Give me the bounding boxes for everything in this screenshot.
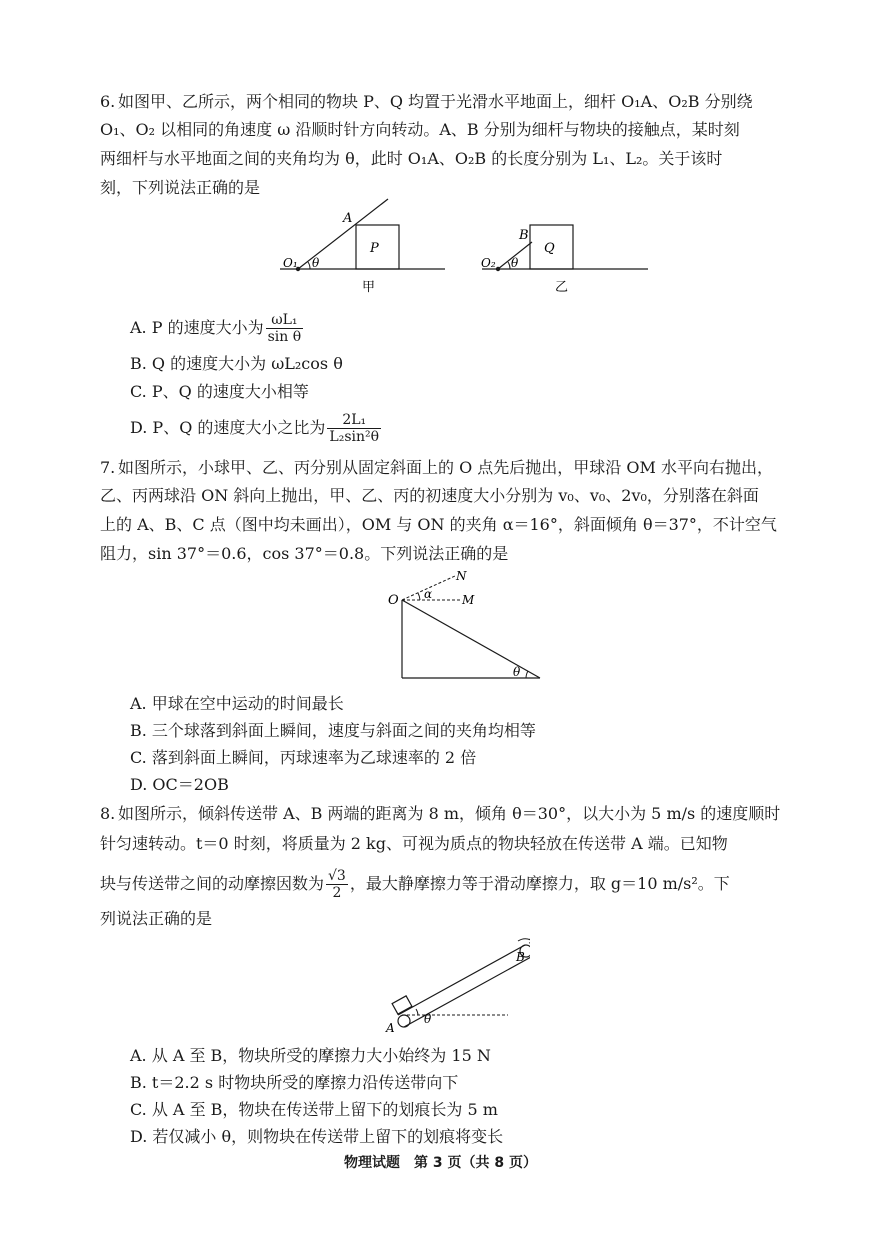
q6-figure [270,195,670,300]
q6-stem-line-2: O₁、O₂ 以相同的角速度 ω 沿顺时针方向转动。A、B 分别为细杆与物块的接触点，某时刻 [100,120,740,139]
q6-stem-line-4: 刻，下列说法正确的是 [100,178,261,197]
q7-label-N: N [456,569,467,583]
q7-label-M: M [462,593,475,607]
q6-label-O2: O₂ [481,256,496,270]
q8-option-b: B. t＝2.2 s 时物块所受的摩擦力沿传送带向下 [130,1073,459,1092]
q7-stem-line-2: 乙、丙两球沿 ON 斜向上抛出，甲、乙、丙的初速度大小分别为 v₀、v₀、2v₀，分别落在斜面 [100,486,759,505]
q8-option-a: A. 从 A 至 B，物块所受的摩擦力大小始终为 15 N [130,1046,491,1065]
q6-label-B: B [519,228,529,243]
q7-option-d: D. OC＝2OB [130,775,229,794]
q7-label-O: O [388,593,399,608]
q6-number: 6. [100,92,116,111]
q7-stem-line-3: 上的 A、B、C 点（图中均未画出），OM 与 ON 的夹角 α＝16°，斜面倾角 θ＝37°，不计空气 [100,515,777,534]
q8-stem-line-1: 如图所示，倾斜传送带 A、B 两端的距离为 8 m，倾角 θ＝30°，以大小为 5 m/s 的速度顺时 [118,804,781,823]
q8-label-B: B [516,950,525,964]
q7-figure [380,568,555,683]
q8-number: 8. [100,804,116,823]
q8-option-c: C. 从 A 至 B，物块在传送带上留下的划痕长为 5 m [130,1100,498,1119]
q7-stem-line-4: 阻力，sin 37°＝0.6，cos 37°＝0.8。下列说法正确的是 [100,544,509,563]
q7-option-a: A. 甲球在空中运动的时间最长 [130,694,344,713]
q6-option-d: D. P、Q 的速度大小之比为 $\frac{\text{2L₁}}{\text{L₂sin²θ}}$ [130,412,380,445]
q6-label-O1: O₁ [283,256,298,270]
q7-option-b: B. 三个球落到斜面上瞬间，速度与斜面之间的夹角均相等 [130,721,536,740]
q7-stem-line-1: 如图所示，小球甲、乙、丙分别从固定斜面上的 O 点先后抛出，甲球沿 OM 水平向右抛出， [118,458,773,477]
q6-caption-yi: 乙 [555,280,569,295]
q6-label-P: P [370,241,379,256]
q6-label-theta-2: θ [511,256,519,270]
q7-label-theta: θ [513,665,521,679]
q7-option-c: C. 落到斜面上瞬间，丙球速率为乙球速率的 2 倍 [130,748,477,767]
q7-number: 7. [100,458,116,477]
q6-option-a: A. P 的速度大小为 $\frac{\text{ωL₁}}{\text{sin θ}}$ [130,312,302,345]
page-footer: 物理试题 第 3 页（共 8 页） [344,1155,537,1171]
q7-label-alpha: α [424,587,433,601]
q8-option-d: D. 若仅减小 θ，则物块在传送带上留下的划痕将变长 [130,1127,504,1146]
q8-stem-line-2: 针匀速转动。t＝0 时刻，将质量为 2 kg、可视为质点的物块轻放在传送带 A 端。已知物 [100,834,728,853]
q6-label-theta-1: θ [312,256,320,270]
q6-stem-line-3: 两细杆与水平地面之间的夹角均为 θ，此时 O₁A、O₂B 的长度分别为 L₁、L₂。关于该时 [100,149,723,168]
q8-stem-line-4: 列说法正确的是 [100,909,213,928]
q6-stem-line-1: 如图甲、乙所示，两个相同的物块 P、Q 均置于光滑水平地面上，细杆 O₁A、O₂B 分别绕 [118,92,753,111]
q6-option-b: B. Q 的速度大小为 ωL₂cos θ [130,354,343,373]
q8-label-theta: θ [424,1012,432,1026]
q6-label-Q: Q [544,241,555,256]
q8-stem-line-3: 块与传送带之间的动摩擦因数为 $\frac{√3}{2}$ ，最大静摩擦力等于滑动摩擦力，取 g＝10 m/s²。下 [100,868,730,901]
q6-option-c: C. P、Q 的速度大小相等 [130,382,309,401]
q8-figure [380,933,530,1038]
q6-label-A: A [343,211,353,226]
q8-label-A: A [386,1021,395,1035]
q6-caption-jia: 甲 [362,280,376,295]
